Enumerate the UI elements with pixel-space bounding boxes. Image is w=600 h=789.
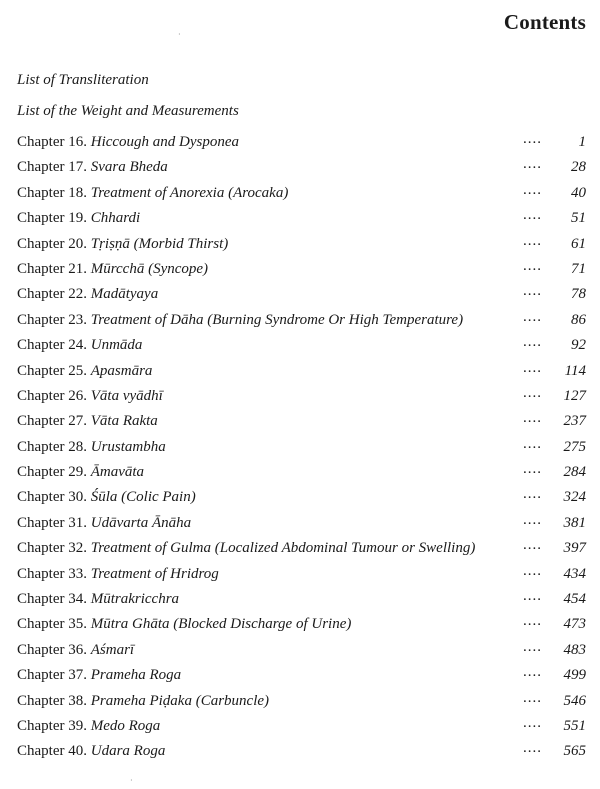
toc-entry: [17, 185, 288, 202]
dot-leader: ....: [523, 308, 542, 325]
chapter-page-number: 551: [563, 717, 586, 734]
toc-entry: [17, 718, 160, 735]
chapter-title: Treatment of Gulma (Localized Abdominal Tumour or Swelling): [90, 540, 476, 557]
toc-row: [0, 613, 600, 641]
chapter-title: Aśmarī: [90, 641, 135, 658]
toc-entry: [17, 312, 463, 329]
toc-row: [0, 740, 600, 768]
chapter-label: Chapter 27.: [17, 413, 87, 430]
chapter-page-number: 237: [563, 413, 586, 430]
toc-row: [0, 588, 600, 616]
dot-leader: ....: [523, 664, 542, 681]
chapter-title: Udāvarta Ānāha: [90, 514, 192, 531]
chapter-title: Udara Roga: [90, 743, 166, 760]
dot-leader: ....: [523, 435, 542, 452]
dot-leader: ....: [523, 740, 542, 757]
toc-entry: [17, 159, 168, 176]
chapter-label: Chapter 24.: [17, 337, 87, 354]
toc-row: [0, 283, 600, 311]
toc-entry: [17, 693, 269, 710]
toc-row: [0, 181, 600, 210]
toc-row: [0, 156, 600, 184]
chapter-page-number: 71: [571, 260, 586, 277]
toc-entry: [17, 363, 152, 380]
dot-leader: ....: [523, 714, 542, 731]
chapter-title: Mūtra Ghāta (Blocked Discharge of Urine): [90, 616, 352, 633]
toc-entry: [17, 489, 196, 506]
chapter-page-number: 324: [563, 489, 586, 506]
chapter-label: Chapter 30.: [17, 489, 87, 506]
dot-leader: ....: [523, 181, 542, 198]
dot-leader: ....: [523, 461, 542, 478]
chapter-title: Madātyaya: [90, 286, 159, 303]
chapter-page-number: 92: [571, 337, 586, 354]
chapter-title: Tṛiṣṇā (Morbid Thirst): [90, 235, 229, 252]
chapter-label: Chapter 32.: [17, 540, 87, 557]
chapter-label: Chapter 37.: [17, 667, 87, 684]
toc-entry: [17, 388, 163, 405]
chapter-page-number: 1: [578, 134, 586, 150]
dot-leader: ....: [523, 689, 542, 706]
chapter-label: Chapter 26.: [17, 387, 87, 404]
toc-row: [0, 664, 600, 692]
toc-entry: [17, 616, 351, 633]
toc-row: [0, 308, 600, 337]
chapter-label: Chapter 19.: [17, 210, 87, 227]
page-heading: Contents: [503, 10, 586, 34]
toc-entry: [17, 515, 191, 532]
toc-entry: [17, 261, 208, 278]
chapter-label: Chapter 22.: [17, 286, 87, 303]
dot-leader: ....: [523, 334, 542, 351]
chapter-title: Unmāda: [90, 337, 143, 354]
front-matter-weights: List of the Weight and Measurements: [17, 103, 239, 119]
scan-speck: ·: [178, 30, 181, 39]
toc-entry: [17, 210, 140, 227]
toc-row: [0, 257, 600, 286]
chapter-label: Chapter 21.: [17, 260, 87, 277]
chapter-page-number: 28: [571, 159, 586, 176]
toc-row: [0, 131, 600, 159]
toc-row: [0, 232, 600, 261]
dot-leader: ....: [523, 537, 542, 554]
dot-leader: ....: [523, 511, 542, 528]
chapter-label: Chapter 25.: [17, 362, 87, 379]
chapter-label: Chapter 33.: [17, 565, 87, 582]
dot-leader: ....: [523, 410, 542, 427]
toc-entry: [17, 540, 475, 557]
toc-row: [0, 461, 600, 489]
chapter-title: Prameha Piḍaka (Carbuncle): [90, 692, 270, 709]
toc-entry: [17, 337, 142, 354]
chapter-title: Treatment of Hridrog: [90, 565, 219, 582]
chapter-title: Svara Bheda: [90, 159, 168, 176]
toc-list: [0, 131, 600, 769]
toc-entry: [17, 464, 144, 481]
chapter-label: Chapter 36.: [17, 641, 87, 658]
toc-row: [0, 410, 600, 438]
chapter-label: Chapter 34.: [17, 591, 87, 608]
toc-row: [0, 511, 600, 540]
chapter-label: Chapter 20.: [17, 235, 87, 252]
chapter-title: Medo Roga: [90, 717, 161, 734]
toc-entry: [17, 743, 165, 760]
chapter-title: Āmavāta: [90, 464, 145, 481]
chapter-title: Mūtrakricchra: [90, 591, 180, 608]
toc-entry: [17, 236, 228, 253]
chapter-page-number: 454: [563, 591, 586, 608]
toc-entry: [17, 591, 179, 608]
dot-leader: ....: [523, 131, 542, 147]
chapter-label: Chapter 17.: [17, 159, 87, 176]
chapter-page-number: 381: [563, 514, 586, 531]
chapter-title: Vāta Rakta: [90, 413, 158, 430]
chapter-title: Hiccough and Dysponea: [90, 134, 240, 150]
chapter-title: Apasmāra: [90, 362, 153, 379]
chapter-page-number: 499: [563, 667, 586, 684]
toc-row: [0, 562, 600, 591]
dot-leader: ....: [523, 156, 542, 173]
toc-row: [0, 486, 600, 514]
chapter-label: Chapter 35.: [17, 616, 87, 633]
chapter-title: Mūrcchā (Syncope): [90, 260, 209, 277]
dot-leader: ....: [523, 562, 542, 579]
chapter-label: Chapter 23.: [17, 311, 87, 328]
chapter-label: Chapter 18.: [17, 184, 87, 201]
toc-row: [0, 537, 600, 565]
toc-row: [0, 207, 600, 235]
chapter-title: Śūla (Colic Pain): [90, 489, 196, 506]
toc-row: [0, 714, 600, 743]
toc-entry: [17, 642, 134, 659]
chapter-label: Chapter 16.: [17, 134, 87, 150]
chapter-page-number: 546: [563, 692, 586, 709]
chapter-page-number: 114: [564, 362, 586, 379]
chapter-label: Chapter 28.: [17, 438, 87, 455]
chapter-title: Vāta vyādhī: [90, 387, 163, 404]
dot-leader: ....: [523, 207, 542, 224]
dot-leader: ....: [523, 588, 542, 605]
dot-leader: ....: [523, 384, 542, 401]
toc-entry: [17, 134, 239, 151]
toc-entry: [17, 439, 166, 456]
chapter-label: Chapter 38.: [17, 692, 87, 709]
dot-leader: ....: [523, 638, 542, 655]
toc-row: [0, 384, 600, 413]
toc-row: [0, 689, 600, 718]
scan-speck: ·: [130, 776, 133, 785]
chapter-title: Treatment of Dāha (Burning Syndrome Or High Temperature): [90, 311, 464, 328]
dot-leader: ....: [523, 232, 542, 249]
toc-entry: [17, 413, 158, 430]
chapter-title: Chhardi: [90, 210, 141, 227]
chapter-label: Chapter 31.: [17, 514, 87, 531]
chapter-page-number: 78: [571, 286, 586, 303]
chapter-page-number: 434: [563, 565, 586, 582]
chapter-page-number: 565: [563, 743, 586, 760]
chapter-title: Prameha Roga: [90, 667, 182, 684]
dot-leader: ....: [523, 486, 542, 503]
toc-row: [0, 334, 600, 362]
toc-row: [0, 359, 600, 388]
toc-entry: [17, 667, 181, 684]
dot-leader: ....: [523, 359, 542, 376]
dot-leader: ....: [523, 613, 542, 630]
chapter-page-number: 284: [563, 464, 586, 481]
chapter-page-number: 86: [571, 311, 586, 328]
chapter-page-number: 127: [563, 387, 586, 404]
toc-row: [0, 435, 600, 464]
toc-entry: [17, 286, 158, 303]
chapter-label: Chapter 39.: [17, 717, 87, 734]
chapter-page-number: 397: [563, 540, 586, 557]
chapter-label: Chapter 29.: [17, 464, 87, 481]
dot-leader: ....: [523, 257, 542, 274]
dot-leader: ....: [523, 283, 542, 300]
chapter-page-number: 51: [571, 210, 586, 227]
toc-entry: [17, 566, 219, 583]
chapter-page-number: 61: [571, 235, 586, 252]
chapter-page-number: 473: [563, 616, 586, 633]
chapter-page-number: 483: [563, 641, 586, 658]
chapter-title: Treatment of Anorexia (Arocaka): [90, 184, 289, 201]
chapter-title: Urustambha: [90, 438, 166, 455]
front-matter-transliteration: List of Transliteration: [17, 72, 149, 88]
chapter-label: Chapter 40.: [17, 743, 87, 760]
chapter-page-number: 275: [563, 438, 586, 455]
chapter-page-number: 40: [571, 184, 586, 201]
toc-row: [0, 638, 600, 667]
